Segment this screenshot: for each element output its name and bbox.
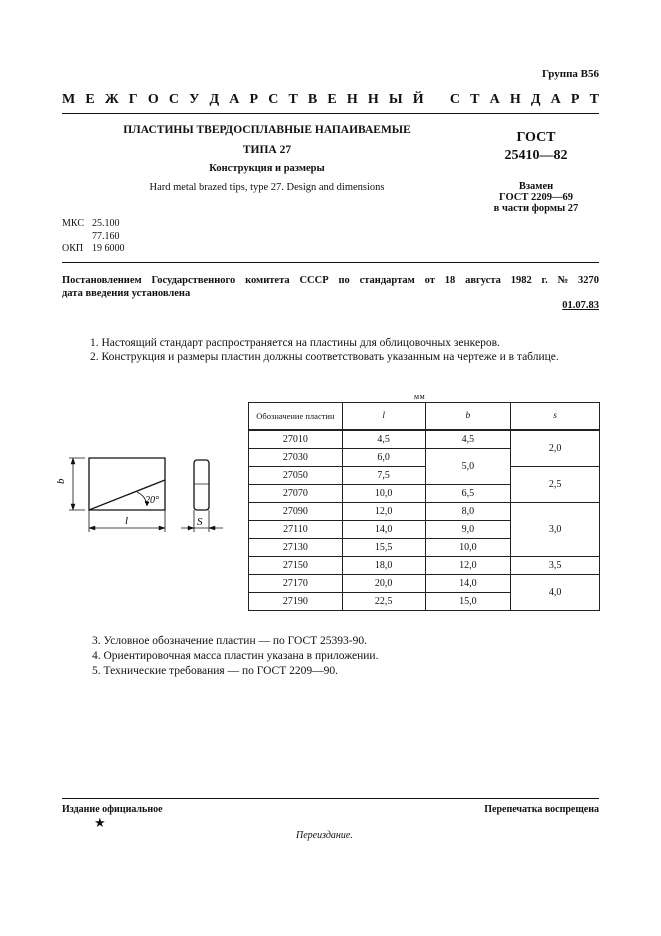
heading-letter: М xyxy=(62,92,76,107)
cell-b: 9,0 xyxy=(425,521,511,539)
cell-b: 8,0 xyxy=(425,503,511,521)
cell-b: 4,5 xyxy=(425,430,511,449)
heading-letter: Н xyxy=(367,92,379,107)
heading-letter: С xyxy=(449,92,461,107)
cell-code: 27070 xyxy=(249,485,343,503)
effective-date: 01.07.83 xyxy=(562,300,599,311)
decree-word: Государственного xyxy=(151,275,236,286)
header-s: s xyxy=(511,403,600,431)
heading-letter: А xyxy=(489,92,500,107)
heading-letter: Е xyxy=(85,92,95,107)
b-label: b xyxy=(55,478,67,484)
cell-code: 27150 xyxy=(249,557,343,575)
cell-l: 20,0 xyxy=(342,575,425,593)
heading-letter: О xyxy=(147,92,159,107)
cell-l: 18,0 xyxy=(342,557,425,575)
s-label: S xyxy=(197,516,203,528)
title-line-1: ПЛАСТИНЫ ТВЕРДОСПЛАВНЫЕ НАПАИВАЕМЫЕ xyxy=(123,124,411,136)
heading-letter: Р xyxy=(249,92,259,107)
numbered-items xyxy=(92,634,378,679)
decree-word: СССР xyxy=(299,275,329,286)
heading-letter: Т xyxy=(589,92,599,107)
heading-letter: Т xyxy=(288,92,298,107)
okp-label: ОКП xyxy=(62,243,84,254)
heading-letter: А xyxy=(229,92,240,107)
item-3: 3. Условное обозначение пластин — по ГОСТ 25393-90. xyxy=(92,635,367,647)
replaces-standard: ГОСТ 2209—69 xyxy=(499,192,573,203)
title-line-3: Конструкция и размеры xyxy=(209,163,325,174)
gost-label: ГОСТ xyxy=(516,130,556,145)
decree-word: Постановлением xyxy=(62,275,142,286)
table-unit: мм xyxy=(414,392,426,401)
cell-l: 14,0 xyxy=(342,521,425,539)
decree-word: от xyxy=(424,275,435,286)
angle-label: 20° xyxy=(145,495,159,506)
decree-word: г. xyxy=(541,275,548,286)
decree-word: 18 xyxy=(444,275,456,286)
table-row xyxy=(249,575,600,593)
header-b: b xyxy=(425,403,511,431)
table-row xyxy=(249,503,600,521)
decree-word: августа xyxy=(465,275,501,286)
cell-b: 12,0 xyxy=(425,557,511,575)
side-view-outline xyxy=(194,460,209,510)
cell-b: 10,0 xyxy=(425,539,511,557)
gost-block xyxy=(478,129,594,214)
heading-letter: У xyxy=(189,92,200,107)
decree-word: по xyxy=(338,275,350,286)
table-row xyxy=(249,557,600,575)
replaces-label: Взамен xyxy=(518,181,554,192)
group-code: Группа В56 xyxy=(541,68,599,80)
replaces-scope: в части формы 27 xyxy=(493,203,579,214)
cell-l: 22,5 xyxy=(342,593,425,611)
title-line-2: ТИПА 27 xyxy=(242,144,292,156)
heading-letter: С xyxy=(168,92,179,107)
footer-rule xyxy=(62,798,599,799)
heading-letter: Ы xyxy=(388,92,403,107)
heading-letter: Т xyxy=(470,92,480,107)
decree-word: стандартам xyxy=(359,275,415,286)
header-rule-bottom xyxy=(62,262,599,263)
cell-code: 27130 xyxy=(249,539,343,557)
heading-letter xyxy=(434,92,440,108)
cell-code: 27030 xyxy=(249,449,343,467)
cell-code: 27110 xyxy=(249,521,343,539)
heading-letter: Н xyxy=(346,92,358,107)
decree-word: 3270 xyxy=(577,275,599,286)
decree-word: комитета xyxy=(245,275,290,286)
decree-block xyxy=(62,274,599,300)
decree-word: 1982 xyxy=(510,275,532,286)
header-designation: Обозначение пластин xyxy=(249,403,343,431)
cell-s: 3,0 xyxy=(511,503,600,557)
cell-b: 5,0 xyxy=(425,449,511,485)
classification-block xyxy=(62,218,125,256)
heading-letter: Й xyxy=(412,92,424,107)
cell-l: 15,5 xyxy=(342,539,425,557)
standard-type-heading xyxy=(62,92,599,108)
heading-letter: Р xyxy=(570,92,580,107)
cell-s: 2,5 xyxy=(511,467,600,503)
title-block xyxy=(62,124,472,193)
cell-s: 4,0 xyxy=(511,575,600,611)
l-label: l xyxy=(125,515,129,527)
reissue-note: Переиздание. xyxy=(296,830,353,841)
mks-label: МКС xyxy=(62,218,84,229)
heading-letter: Д xyxy=(209,92,220,107)
b-extension-lines xyxy=(69,458,85,510)
cell-s: 3,5 xyxy=(511,557,600,575)
heading-letter: Д xyxy=(530,92,541,107)
table-row xyxy=(249,467,600,485)
okp-value: 19 6000 xyxy=(92,243,125,254)
paragraph-1: 1. Настоящий стандарт распространяется на пластины для облицовочных зенкеров. xyxy=(90,337,500,349)
cell-b: 6,5 xyxy=(425,485,511,503)
cell-code: 27170 xyxy=(249,575,343,593)
heading-letter: В xyxy=(307,92,318,107)
dimensions-table xyxy=(248,402,600,611)
heading-letter: Г xyxy=(128,92,138,107)
cell-l: 7,5 xyxy=(342,467,425,485)
header-l: l xyxy=(342,403,425,431)
decree-line-1 xyxy=(62,274,599,287)
decree-line-2: дата введения установлена xyxy=(62,288,191,299)
mks-value-2: 77.160 xyxy=(92,230,120,242)
paragraph-2: 2. Конструкция и размеры пластин должны соответствовать указанным на чертеже и в таблице. xyxy=(90,351,559,363)
star-icon: ★ xyxy=(94,815,106,830)
heading-letter: А xyxy=(550,92,561,107)
cell-l: 12,0 xyxy=(342,503,425,521)
cell-b: 15,0 xyxy=(425,593,511,611)
table-row xyxy=(249,430,600,449)
cell-l: 10,0 xyxy=(342,485,425,503)
decree-word: № xyxy=(557,275,569,286)
cell-b: 14,0 xyxy=(425,575,511,593)
official-edition: Издание официальное xyxy=(62,804,163,815)
item-5: 5. Технические требования — по ГОСТ 2209—90. xyxy=(92,665,338,677)
reprint-prohibited: Перепечатка воспрещена xyxy=(484,804,599,815)
header-rule-top xyxy=(62,113,599,114)
gost-number: 25410—82 xyxy=(504,148,568,163)
cell-code: 27050 xyxy=(249,467,343,485)
cell-s: 2,0 xyxy=(511,430,600,467)
cell-code: 27190 xyxy=(249,593,343,611)
heading-letter: Е xyxy=(327,92,337,107)
cell-l: 6,0 xyxy=(342,449,425,467)
heading-letter: С xyxy=(268,92,279,107)
mks-value-1: 25.100 xyxy=(92,218,120,229)
heading-letter: Ж xyxy=(104,92,119,107)
item-4: 4. Ориентировочная масса пластин указана в приложении. xyxy=(92,650,379,662)
cell-l: 4,5 xyxy=(342,430,425,449)
cell-code: 27010 xyxy=(249,430,343,449)
tip-drawing xyxy=(55,448,235,538)
cell-code: 27090 xyxy=(249,503,343,521)
title-english: Hard metal brazed tips, type 27. Design and dimensions xyxy=(149,182,385,193)
heading-letter: Н xyxy=(509,92,521,107)
